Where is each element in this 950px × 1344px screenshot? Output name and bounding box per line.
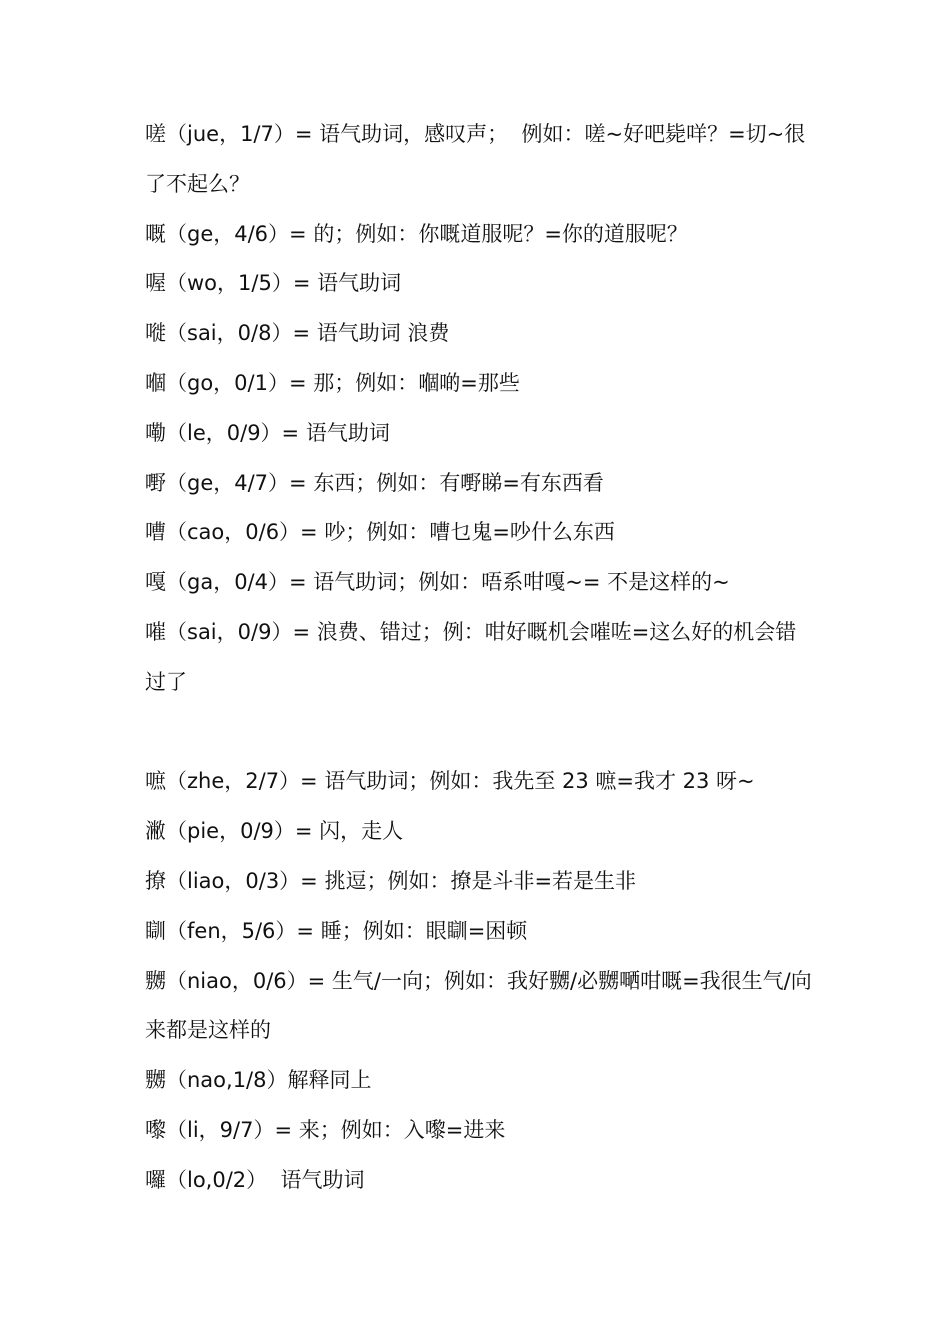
entry-cao: 嘈（cao，0/6）= 吵；例如：嘈乜鬼=吵什么东西 [145,520,615,545]
entry-fen: 瞓（fen，5/6）= 睡；例如：眼瞓=困顿 [145,918,528,943]
section-gap [145,708,815,758]
entry-jue: 嗟（jue，1/7）= 语气助词，感叹声； 例如：嗟~好吧毙咩？=切~很了不起么？ [145,122,806,196]
entry-wo: 喔（wo，1/5）= 语气助词 [145,271,402,296]
entry-sai-waste: 嘥（sai，0/8）= 语气助词 浪费 [145,321,450,346]
dictionary-content [145,110,815,1206]
entry-pie: 潎（pie，0/9）= 闪，走人 [145,819,404,844]
entry-liao: 撩（liao，0/3）= 挑逗；例如：撩是斗非=若是生非 [145,868,637,893]
entry-le: 嘞（le，0/9）= 语气助词 [145,420,390,445]
entry-sai-miss: 嗺（sai，0/9）= 浪费、错过；例：咁好嘅机会嗺咗=这么好的机会错过了 [145,619,797,694]
entry-li: 嚟（li，9/7）= 来；例如：入嚟=进来 [145,1117,506,1142]
entry-lo: 囉（lo,0/2） 语气助词 [145,1167,365,1192]
entry-niao: 嬲（niao，0/6）= 生气/一向；例如：我好嬲/必嬲嗮咁嘅=我很生气/向来都是这样的 [145,968,812,1043]
entry-zhe: 嗻（zhe，2/7）= 语气助词；例如：我先至 23 嗻=我才 23 呀~ [145,769,755,794]
entry-nao: 嬲（nao,1/8）解释同上 [145,1068,372,1093]
entry-ge-thing: 嘢（ge，4/7）= 东西；例如：有嘢睇=有东西看 [145,470,604,495]
entry-go: 嗰（go，0/1）= 那；例如：嗰啲=那些 [145,370,520,395]
entry-ga: 嘎（ga，0/4）= 语气助词；例如：唔系咁嘎~= 不是这样的~ [145,570,730,595]
entry-ge-de: 嘅（ge，4/6）= 的；例如：你嘅道服呢？=你的道服呢？ [145,221,688,246]
